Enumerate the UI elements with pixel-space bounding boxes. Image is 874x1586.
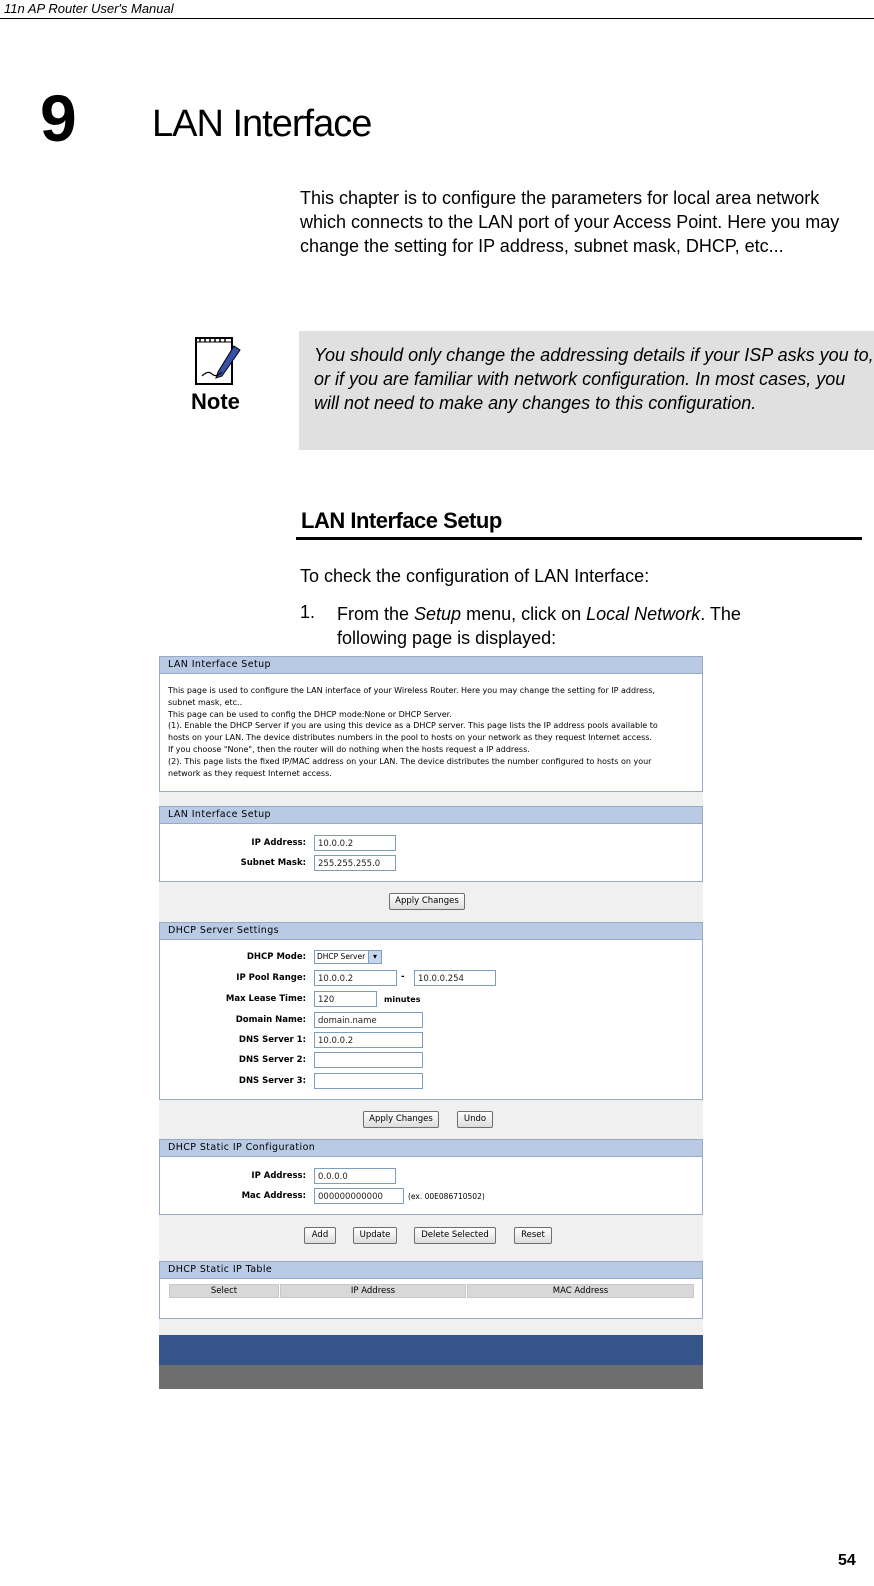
ip-pool-start-input[interactable]: 10.0.0.2 [314,970,397,986]
dhcp-mode-select[interactable]: DHCP Server ▾ [314,950,382,964]
column-header-select: Select [169,1284,279,1298]
static-ip-address-label: IP Address: [251,1171,306,1181]
lease-unit-label: minutes [384,995,421,1004]
note-text: You should only change the addressing details if your ISP asks you to, or if you are familiar with network configuration. In most cases, you will not need to make any changes to this configuration. [314,345,874,413]
running-header [0,0,874,19]
subnet-mask-label: Subnet Mask: [240,858,306,868]
section-heading: LAN Interface Setup [301,508,502,533]
note-label: Note [191,389,240,414]
dns-server-1-label: DNS Server 1: [238,1035,306,1045]
reset-button[interactable]: Reset [514,1227,552,1244]
pool-range-separator: - [401,972,405,982]
lan-panel-title: LAN Interface Setup [160,807,702,824]
ip-address-label: IP Address: [251,838,306,848]
chevron-down-icon: ▾ [368,951,381,963]
delete-selected-button[interactable]: Delete Selected [414,1227,496,1244]
max-lease-time-input[interactable]: 120 [314,991,377,1007]
step-text: From the Setup menu, click on Local Network. The following page is displayed: [337,604,741,648]
dns-server-3-input[interactable] [314,1073,423,1089]
footer-gray-bar [159,1365,703,1389]
chapter-number: 9 [40,81,77,155]
max-lease-time-label: Max Lease Time: [225,994,306,1004]
intro-panel-description: This page is used to configure the LAN interface of your Wireless Router. Here you may change the setting for IP address, subnet mask, etc.. This page can be used to config the DHCP mode:None or DHCP Server. (1). Enable the DHCP Server if you are using this device as a DHCP server. This page lists the IP address pools available to hosts on your LAN. The device distributes numbers in the pool to hosts on your network as they request Internet access. If you choose "None", then the router will do nothing when the hosts request a IP address. (2). This page lists the fixed IP/MAC address on your LAN. The device distributes the number configured to hosts on your network as they request Internet access. [168,686,658,778]
dhcp-server-panel [159,922,703,1100]
update-button[interactable]: Update [353,1227,397,1244]
section-rule [296,537,862,540]
step-number: 1. [300,602,316,622]
intro-panel [159,656,703,792]
setup-menu-ref: Setup [414,604,462,624]
local-network-ref: Local Network [586,604,701,624]
dns-server-2-input[interactable] [314,1052,423,1068]
lan-setup-panel [159,806,703,882]
manual-title: 11n AP Router User's Manual [4,1,174,16]
page-number: 54 [838,1552,856,1569]
static-ip-address-input[interactable]: 0.0.0.0 [314,1168,396,1184]
static-panel-title: DHCP Static IP Configuration [160,1140,702,1157]
section-lead: To check the configuration of LAN Interface: [300,566,650,586]
domain-name-label: Domain Name: [235,1015,306,1025]
dhcp-mode-label: DHCP Mode: [246,952,306,962]
footer-blue-bar [159,1335,703,1365]
mac-address-hint: (ex. 00E086710502) [408,1192,485,1201]
intro-panel-title: LAN Interface Setup [160,657,702,674]
chapter-intro: This chapter is to configure the parameters for local area network which connects to the LAN port of your Access Point. Here you may change the setting for IP address, subnet mask, DHCP, etc... [300,188,840,256]
ip-pool-end-input[interactable]: 10.0.0.254 [414,970,496,986]
undo-button[interactable]: Undo [457,1111,493,1128]
dns-server-1-input[interactable]: 10.0.0.2 [314,1032,423,1048]
dns-server-2-label: DNS Server 2: [238,1055,306,1065]
router-screenshot [159,656,703,1389]
dhcp-static-ip-panel [159,1139,703,1215]
domain-name-input[interactable]: domain.name [314,1012,423,1028]
lan-apply-changes-button[interactable]: Apply Changes [389,893,465,910]
note-box [299,331,874,450]
dns-server-3-label: DNS Server 3: [238,1076,306,1086]
dhcp-apply-changes-button[interactable]: Apply Changes [363,1111,439,1128]
chapter-title: LAN Interface [152,103,372,145]
mac-address-input[interactable]: 000000000000 [314,1188,404,1204]
column-header-ip-address: IP Address [280,1284,466,1298]
add-button[interactable]: Add [304,1227,336,1244]
dhcp-panel-title: DHCP Server Settings [160,923,702,940]
column-header-mac-address: MAC Address [467,1284,694,1298]
dhcp-static-ip-table-panel [159,1261,703,1319]
table-panel-title: DHCP Static IP Table [160,1262,702,1279]
ip-address-input[interactable]: 10.0.0.2 [314,835,396,851]
mac-address-label: Mac Address: [241,1191,306,1201]
ip-pool-range-label: IP Pool Range: [236,973,306,983]
subnet-mask-input[interactable]: 255.255.255.0 [314,855,396,871]
